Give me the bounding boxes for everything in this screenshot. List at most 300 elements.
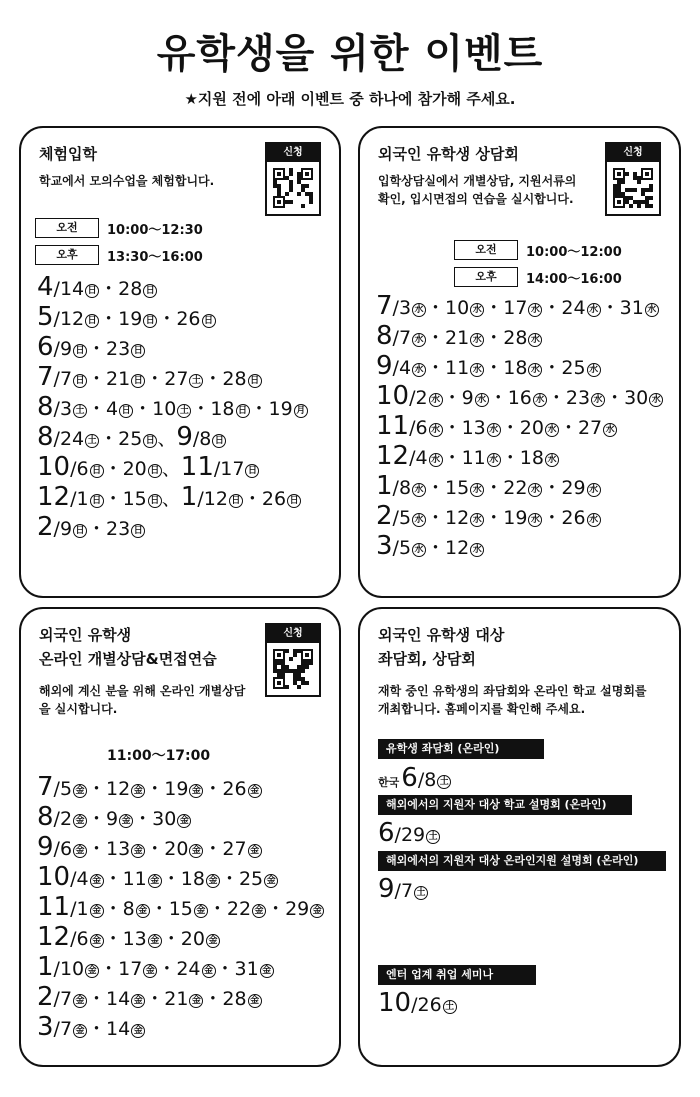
date-day: /17 bbox=[213, 458, 245, 480]
date-month: 8 bbox=[37, 422, 54, 452]
weekday-badge: 金 bbox=[90, 904, 104, 918]
date-day: ・23 bbox=[87, 338, 131, 360]
weekday-badge: 水 bbox=[470, 363, 484, 377]
date-day: ・31 bbox=[600, 297, 644, 319]
date-line bbox=[37, 452, 259, 484]
date-day: /3 bbox=[53, 398, 73, 420]
event-date-prefix: 한국 bbox=[378, 776, 400, 789]
date-line bbox=[37, 802, 191, 834]
date-day: ・19 bbox=[145, 778, 189, 800]
event-day: /29 bbox=[394, 824, 426, 846]
date-day: ・4 bbox=[87, 398, 119, 420]
weekday-badge: 日 bbox=[287, 494, 301, 508]
date-day: ・26 bbox=[542, 507, 586, 529]
date-month: 9 bbox=[376, 351, 393, 381]
card-title-line-1: 외국인 유학생 대상 bbox=[378, 626, 505, 644]
weekday-badge: 金 bbox=[73, 814, 87, 828]
date-month: 3 bbox=[376, 531, 393, 561]
weekday-badge: 水 bbox=[545, 423, 559, 437]
time-row-am bbox=[35, 218, 203, 238]
weekday-badge: 金 bbox=[260, 964, 274, 978]
weekday-badge: 金 bbox=[131, 784, 145, 798]
trial-card bbox=[19, 126, 341, 598]
weekday-badge: 日 bbox=[229, 494, 243, 508]
date-day: /24 bbox=[53, 428, 85, 450]
apply-qr[interactable] bbox=[605, 142, 661, 216]
weekday-badge: 水 bbox=[591, 393, 605, 407]
date-day: /4 bbox=[70, 868, 89, 890]
date-month: 5 bbox=[37, 302, 54, 332]
date-day: /14 bbox=[53, 278, 85, 300]
date-day: ・20 bbox=[103, 458, 147, 480]
event-date bbox=[378, 874, 428, 904]
time-range: 14:00〜16:00 bbox=[526, 271, 622, 287]
date-day: ・11 bbox=[103, 868, 147, 890]
date-day: ・14 bbox=[87, 988, 131, 1010]
date-day: /1 bbox=[70, 488, 89, 510]
date-day: /6 bbox=[70, 458, 89, 480]
weekday-badge: 日 bbox=[236, 404, 250, 418]
weekday-badge: 水 bbox=[475, 393, 489, 407]
weekday-badge: 水 bbox=[603, 423, 617, 437]
page-subtitle: ★지원 전에 아래 이벤트 중 하나에 참가해 주세요. bbox=[184, 90, 516, 108]
seminar-card bbox=[358, 607, 681, 1067]
card-desc-line-1: 해외에 계신 분을 위해 온라인 개별상담 bbox=[39, 684, 246, 698]
date-day: ・21 bbox=[426, 327, 470, 349]
date-day: ・22 bbox=[207, 898, 252, 920]
weekday-badge: 金 bbox=[73, 844, 87, 858]
date-day: /7 bbox=[53, 1018, 73, 1040]
weekday-badge: 金 bbox=[90, 934, 104, 948]
weekday-badge: 土 bbox=[85, 434, 99, 448]
date-line bbox=[376, 411, 617, 443]
weekday-badge: 水 bbox=[470, 513, 484, 527]
apply-label: 신청 bbox=[267, 144, 319, 162]
weekday-badge: 水 bbox=[645, 303, 659, 317]
date-day: ・13 bbox=[87, 838, 131, 860]
date-day: ・23 bbox=[546, 387, 591, 409]
date-month: 7 bbox=[37, 362, 54, 392]
date-day: /4 bbox=[409, 447, 428, 469]
date-line bbox=[37, 512, 145, 544]
weekday-badge: 金 bbox=[136, 904, 150, 918]
date-day: /5 bbox=[392, 537, 412, 559]
time-row-pm bbox=[454, 267, 622, 287]
date-day: ・13 bbox=[442, 417, 486, 439]
weekday-badge: 金 bbox=[143, 964, 157, 978]
weekday-badge: 水 bbox=[649, 393, 663, 407]
date-day: ・26 bbox=[242, 488, 287, 510]
weekday-badge: 水 bbox=[429, 423, 443, 437]
weekday-badge: 月 bbox=[294, 404, 308, 418]
event-label-bar: 유학생 좌담회 (온라인) bbox=[378, 739, 544, 759]
weekday-badge: 日 bbox=[143, 434, 157, 448]
date-day: ・20 bbox=[500, 417, 544, 439]
card-desc-line-2: 확인, 입시면접의 연습을 실시합니다. bbox=[378, 192, 574, 206]
date-day: /2 bbox=[53, 808, 73, 830]
date-day: /10 bbox=[53, 958, 85, 980]
date-month: 10 bbox=[376, 381, 410, 411]
date-day: ・15 bbox=[149, 898, 193, 920]
weekday-badge: 水 bbox=[412, 363, 426, 377]
date-line bbox=[376, 501, 601, 533]
date-month: 12 bbox=[37, 482, 71, 512]
weekday-badge: 金 bbox=[189, 844, 203, 858]
date-day: ・10 bbox=[426, 297, 470, 319]
date-day: ・24 bbox=[542, 297, 586, 319]
card-desc-line-1: 입학상담실에서 개별상담, 지원서류의 bbox=[378, 174, 577, 188]
date-month: 8 bbox=[37, 802, 54, 832]
weekday-badge: 金 bbox=[202, 964, 216, 978]
event-day: /8 bbox=[417, 769, 437, 791]
date-line bbox=[37, 862, 278, 894]
time-tag: 오후 bbox=[35, 245, 99, 265]
date-day: ・31 bbox=[215, 958, 259, 980]
event-day: /26 bbox=[411, 994, 442, 1016]
weekday-badge: 土 bbox=[426, 830, 440, 844]
weekday-badge: 水 bbox=[412, 513, 426, 527]
date-day: ・18 bbox=[500, 447, 544, 469]
weekday-badge: 日 bbox=[245, 464, 259, 478]
weekday-badge: 土 bbox=[177, 404, 191, 418]
date-day: 、 bbox=[157, 428, 177, 450]
weekday-badge: 金 bbox=[194, 904, 208, 918]
weekday-badge: 水 bbox=[487, 423, 501, 437]
weekday-badge: 水 bbox=[470, 543, 484, 557]
weekday-badge: 金 bbox=[189, 994, 203, 1008]
apply-label: 신청 bbox=[607, 144, 659, 162]
date-month: 8 bbox=[37, 392, 54, 422]
date-day: ・12 bbox=[87, 778, 131, 800]
weekday-badge: 水 bbox=[470, 483, 484, 497]
date-line bbox=[37, 422, 226, 454]
card-title: 체험입학 bbox=[39, 145, 97, 163]
card-desc-line-2: 개최합니다. 홈페이지를 확인해 주세요. bbox=[378, 702, 586, 716]
weekday-badge: 金 bbox=[90, 874, 104, 888]
weekday-badge: 日 bbox=[90, 464, 104, 478]
date-line bbox=[376, 441, 559, 473]
date-day: /7 bbox=[53, 368, 73, 390]
date-line bbox=[37, 832, 262, 864]
card-desc-line-2: 을 실시합니다. bbox=[39, 702, 118, 716]
weekday-badge: 日 bbox=[143, 314, 157, 328]
weekday-badge: 水 bbox=[429, 453, 443, 467]
date-day: ・29 bbox=[542, 477, 586, 499]
weekday-badge: 金 bbox=[310, 904, 324, 918]
date-line bbox=[37, 302, 216, 334]
weekday-badge: 日 bbox=[119, 404, 133, 418]
weekday-badge: 水 bbox=[412, 543, 426, 557]
date-month: 1 bbox=[180, 482, 198, 512]
apply-qr[interactable] bbox=[265, 623, 321, 697]
date-day: ・19 bbox=[99, 308, 143, 330]
event-date bbox=[378, 988, 457, 1018]
date-day: ・22 bbox=[484, 477, 528, 499]
weekday-badge: 水 bbox=[470, 303, 484, 317]
weekday-badge: 水 bbox=[528, 363, 542, 377]
date-day: ・15 bbox=[426, 477, 470, 499]
date-day: ・14 bbox=[87, 1018, 131, 1040]
date-day: /5 bbox=[392, 507, 412, 529]
event-label-bar: 엔터 업계 취업 세미나 bbox=[378, 965, 536, 985]
date-day: ・16 bbox=[488, 387, 532, 409]
weekday-badge: 日 bbox=[143, 284, 157, 298]
date-day: /6 bbox=[70, 928, 89, 950]
date-line bbox=[37, 952, 274, 984]
weekday-badge: 金 bbox=[148, 874, 162, 888]
date-day: /6 bbox=[409, 417, 428, 439]
date-day: ・24 bbox=[157, 958, 201, 980]
weekday-badge: 水 bbox=[587, 483, 601, 497]
date-month: 9 bbox=[37, 832, 54, 862]
weekday-badge: 日 bbox=[248, 374, 262, 388]
date-day: /12 bbox=[197, 488, 228, 510]
date-line bbox=[37, 362, 262, 394]
weekday-badge: 日 bbox=[202, 314, 216, 328]
date-month: 1 bbox=[376, 471, 393, 501]
weekday-badge: 金 bbox=[131, 844, 145, 858]
date-day: ・25 bbox=[99, 428, 143, 450]
date-day: ・23 bbox=[87, 518, 131, 540]
date-day: ・12 bbox=[426, 507, 470, 529]
qr-code-icon bbox=[613, 168, 653, 208]
date-day: /1 bbox=[70, 898, 89, 920]
date-day: ・27 bbox=[558, 417, 603, 439]
event-date bbox=[378, 818, 440, 848]
date-day: /6 bbox=[53, 838, 73, 860]
weekday-badge: 金 bbox=[131, 994, 145, 1008]
time-range: 10:00〜12:00 bbox=[526, 244, 622, 260]
event-month: 6 bbox=[378, 818, 395, 848]
weekday-badge: 水 bbox=[533, 393, 547, 407]
date-day: ・13 bbox=[103, 928, 147, 950]
card-title-line-2: 좌담회, 상담회 bbox=[378, 650, 476, 668]
date-day: ・9 bbox=[442, 387, 474, 409]
weekday-badge: 水 bbox=[412, 333, 426, 347]
date-day: ・28 bbox=[203, 988, 247, 1010]
weekday-badge: 金 bbox=[206, 874, 220, 888]
date-month: 4 bbox=[37, 272, 54, 302]
weekday-badge: 金 bbox=[119, 814, 133, 828]
date-month: 3 bbox=[37, 1012, 54, 1042]
weekday-badge: 水 bbox=[587, 303, 601, 317]
weekday-badge: 金 bbox=[73, 1024, 87, 1038]
date-day: ・25 bbox=[219, 868, 264, 890]
weekday-badge: 水 bbox=[487, 453, 501, 467]
weekday-badge: 水 bbox=[528, 303, 542, 317]
date-day: ・28 bbox=[99, 278, 143, 300]
date-day: ・17 bbox=[99, 958, 143, 980]
weekday-badge: 金 bbox=[248, 784, 262, 798]
card-title-line-1: 외국인 유학생 bbox=[39, 626, 132, 644]
consult-card bbox=[358, 126, 681, 598]
date-day: /9 bbox=[53, 338, 73, 360]
date-day: ・11 bbox=[442, 447, 486, 469]
date-day: ・26 bbox=[157, 308, 201, 330]
date-day: ・21 bbox=[87, 368, 131, 390]
weekday-badge: 金 bbox=[73, 994, 87, 1008]
time-range: 10:00〜12:30 bbox=[107, 222, 203, 238]
weekday-badge: 土 bbox=[73, 404, 87, 418]
date-day: /8 bbox=[192, 428, 212, 450]
date-line bbox=[37, 982, 262, 1014]
online-card bbox=[19, 607, 341, 1067]
date-day: ・25 bbox=[542, 357, 586, 379]
time-tag: 오전 bbox=[35, 218, 99, 238]
event-month: 6 bbox=[401, 763, 418, 793]
date-day: ・28 bbox=[203, 368, 247, 390]
date-month: 11 bbox=[180, 452, 214, 482]
date-line bbox=[37, 332, 145, 364]
time-row-pm bbox=[35, 245, 203, 265]
weekday-badge: 水 bbox=[587, 513, 601, 527]
time-tag: 오전 bbox=[454, 240, 518, 260]
date-month: 12 bbox=[376, 441, 410, 471]
qr-code-icon bbox=[273, 649, 313, 689]
weekday-badge: 日 bbox=[85, 284, 99, 298]
date-month: 7 bbox=[376, 291, 393, 321]
date-day: ・18 bbox=[191, 398, 235, 420]
weekday-badge: 金 bbox=[264, 874, 278, 888]
weekday-badge: 日 bbox=[131, 344, 145, 358]
weekday-badge: 金 bbox=[206, 934, 220, 948]
date-day: /4 bbox=[392, 357, 412, 379]
card-title: 외국인 유학생 상담회 bbox=[378, 145, 519, 163]
weekday-badge: 水 bbox=[528, 333, 542, 347]
event-date bbox=[378, 763, 451, 793]
date-day: ・27 bbox=[145, 368, 189, 390]
weekday-badge: 水 bbox=[587, 363, 601, 377]
date-month: 9 bbox=[176, 422, 193, 452]
date-day: ・30 bbox=[605, 387, 649, 409]
date-line bbox=[37, 892, 324, 924]
weekday-badge: 水 bbox=[470, 333, 484, 347]
date-day: /12 bbox=[53, 308, 85, 330]
date-day: ・29 bbox=[266, 898, 310, 920]
date-month: 2 bbox=[37, 982, 54, 1012]
date-month: 10 bbox=[37, 452, 71, 482]
weekday-badge: 水 bbox=[412, 303, 426, 317]
date-month: 12 bbox=[37, 922, 71, 952]
date-day: /7 bbox=[392, 327, 412, 349]
time-range: 13:30〜16:00 bbox=[107, 249, 203, 265]
date-day: ・15 bbox=[103, 488, 147, 510]
qr-code-icon bbox=[273, 168, 313, 208]
date-day: /7 bbox=[53, 988, 73, 1010]
weekday-badge: 日 bbox=[148, 464, 162, 478]
date-line bbox=[37, 392, 308, 424]
weekday-badge: 水 bbox=[429, 393, 443, 407]
weekday-badge: 水 bbox=[545, 453, 559, 467]
date-day: /5 bbox=[53, 778, 73, 800]
event-month: 9 bbox=[378, 874, 395, 904]
apply-label: 신청 bbox=[267, 625, 319, 643]
weekday-badge: 日 bbox=[73, 524, 87, 538]
date-line bbox=[376, 351, 601, 383]
date-day: ・19 bbox=[249, 398, 293, 420]
date-day: /9 bbox=[53, 518, 73, 540]
date-line bbox=[376, 531, 484, 563]
time-range-text: 11:00〜17:00 bbox=[107, 748, 211, 764]
date-day: /2 bbox=[409, 387, 428, 409]
date-line bbox=[37, 482, 301, 514]
date-day: ・19 bbox=[484, 507, 528, 529]
weekday-badge: 土 bbox=[414, 886, 428, 900]
weekday-badge: 日 bbox=[73, 374, 87, 388]
event-month: 10 bbox=[378, 988, 412, 1018]
date-month: 7 bbox=[37, 772, 54, 802]
weekday-badge: 日 bbox=[212, 434, 226, 448]
date-day: 、 bbox=[161, 458, 181, 480]
date-line bbox=[37, 772, 262, 804]
date-day: ・12 bbox=[426, 537, 470, 559]
weekday-badge: 金 bbox=[73, 784, 87, 798]
weekday-badge: 金 bbox=[85, 964, 99, 978]
weekday-badge: 金 bbox=[131, 1024, 145, 1038]
weekday-badge: 土 bbox=[437, 775, 451, 789]
date-month: 2 bbox=[37, 512, 54, 542]
weekday-badge: 金 bbox=[248, 844, 262, 858]
date-day: ・30 bbox=[133, 808, 177, 830]
weekday-badge: 日 bbox=[85, 314, 99, 328]
date-month: 11 bbox=[37, 892, 71, 922]
weekday-badge: 日 bbox=[73, 344, 87, 358]
date-line bbox=[376, 471, 601, 503]
date-day: ・10 bbox=[133, 398, 177, 420]
date-day: ・9 bbox=[87, 808, 119, 830]
page-title: 유학생을 위한 이벤트 bbox=[156, 31, 544, 77]
event-label-bar: 해외에서의 지원자 대상 학교 설명회 (온라인) bbox=[378, 795, 632, 815]
date-line bbox=[37, 1012, 145, 1044]
date-day: ・11 bbox=[426, 357, 470, 379]
date-day: ・21 bbox=[145, 988, 189, 1010]
date-day: ・28 bbox=[484, 327, 528, 349]
apply-qr[interactable] bbox=[265, 142, 321, 216]
date-month: 10 bbox=[37, 862, 71, 892]
date-month: 1 bbox=[37, 952, 54, 982]
time-range bbox=[107, 745, 210, 765]
date-day: ・17 bbox=[484, 297, 528, 319]
event-label-bar: 해외에서의 지원자 대상 온라인지원 설명회 (온라인) bbox=[378, 851, 666, 871]
date-month: 2 bbox=[376, 501, 393, 531]
weekday-badge: 金 bbox=[189, 784, 203, 798]
card-desc: 학교에서 모의수업을 체험합니다. bbox=[39, 174, 215, 188]
weekday-badge: 水 bbox=[412, 483, 426, 497]
time-tag: 오후 bbox=[454, 267, 518, 287]
weekday-badge: 金 bbox=[177, 814, 191, 828]
date-day: ・20 bbox=[161, 928, 205, 950]
weekday-badge: 土 bbox=[189, 374, 203, 388]
date-line bbox=[37, 922, 220, 954]
weekday-badge: 日 bbox=[148, 494, 162, 508]
date-month: 8 bbox=[376, 321, 393, 351]
time-row-am bbox=[454, 240, 622, 260]
event-day: /7 bbox=[394, 880, 414, 902]
date-line bbox=[376, 381, 663, 413]
weekday-badge: 金 bbox=[148, 934, 162, 948]
weekday-badge: 金 bbox=[252, 904, 266, 918]
weekday-badge: 日 bbox=[131, 374, 145, 388]
date-line bbox=[376, 291, 659, 323]
date-day: 、 bbox=[161, 488, 181, 510]
date-month: 11 bbox=[376, 411, 410, 441]
card-title-line-2: 온라인 개별상담&면접연습 bbox=[39, 650, 217, 668]
card-desc-line-1: 재학 중인 유학생의 좌담회와 온라인 학교 설명회를 bbox=[378, 684, 647, 698]
date-day: ・27 bbox=[203, 838, 247, 860]
weekday-badge: 日 bbox=[131, 524, 145, 538]
date-day: /8 bbox=[392, 477, 412, 499]
weekday-badge: 水 bbox=[528, 483, 542, 497]
